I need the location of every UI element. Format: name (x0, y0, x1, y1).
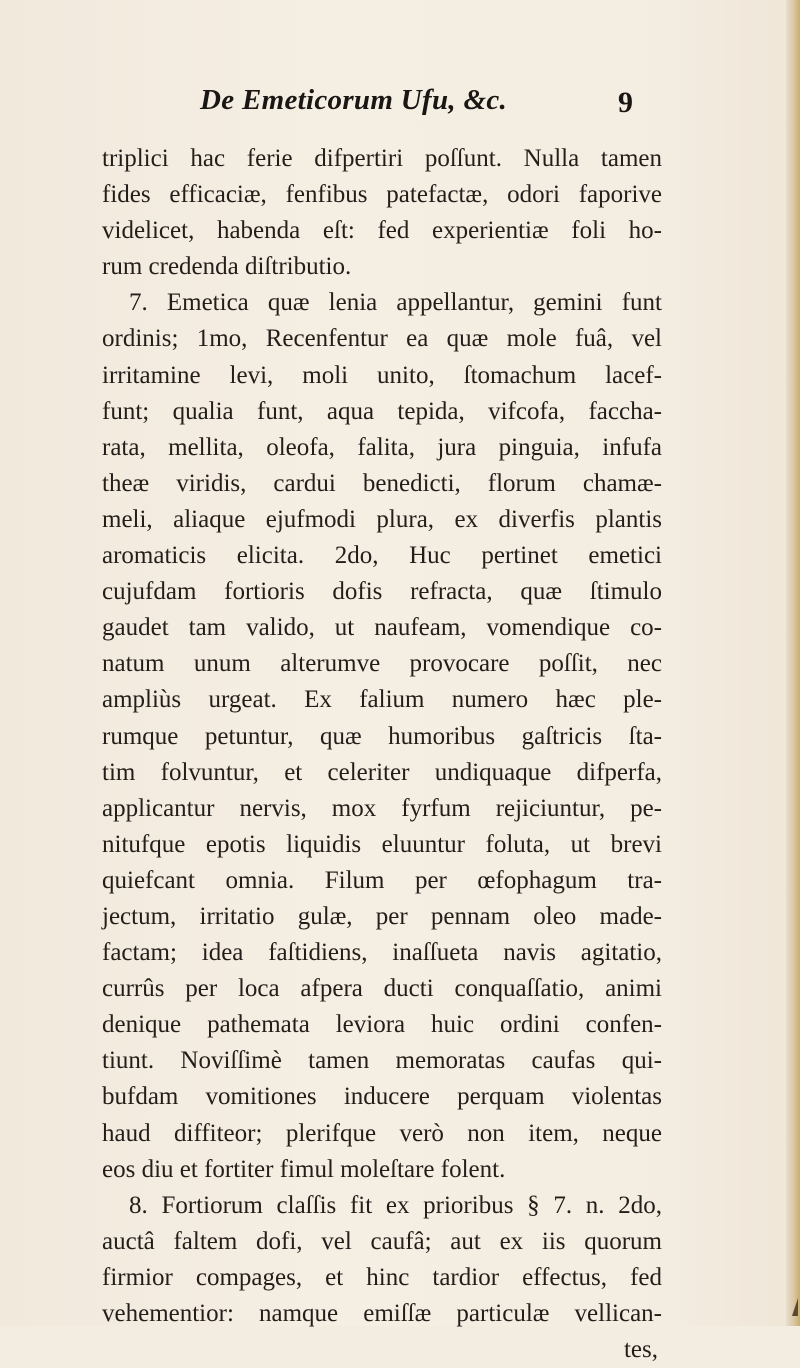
text-line: tim folvuntur, et celeriter undiquaque difperfa, (102, 758, 662, 786)
text-line: theæ viridis, cardui benedicti, florum chamæ- (102, 469, 662, 497)
text-line: nitufque epotis liquidis eluuntur foluta, ut brevi (102, 830, 662, 858)
text-line: aromaticis elicita. 2do, Huc pertinet emetici (102, 542, 662, 570)
text-line: rata, mellita, oleofa, falita, jura pinguia, infufa (102, 433, 662, 461)
text-line: vehementior: namque emiſſæ particulæ vellican- (102, 1300, 662, 1327)
text-line: meli, aliaque ejufmodi plura, ex diverfis plantis (102, 505, 662, 533)
text-line: gaudet tam valido, ut naufeam, vomendique co- (102, 614, 662, 642)
text-line: quiefcant omnia. Filum per œfophagum tra- (102, 866, 662, 894)
text-line: 7. Emetica quæ lenia appellantur, gemini funt (129, 289, 662, 317)
text-line: 8. Fortiorum claſſis fit ex prioribus § 7. n. 2do, (129, 1191, 662, 1219)
text-line: ordinis; 1mo, Recenfentur ea quæ mole fuâ, vel (102, 325, 662, 353)
text-line: irritamine levi, moli unito, ſtomachum lacef- (102, 361, 662, 389)
edge-mark (792, 1298, 798, 1316)
text-line: currûs per loca afpera ducti conquaſſatio, animi (102, 975, 662, 1003)
text-line: auctâ faltem dofi, vel caufâ; aut ex iis quorum (102, 1227, 662, 1255)
running-header (200, 84, 634, 128)
text-line: jectum, irritatio gulæ, per pennam oleo made- (102, 902, 662, 930)
text-line: factam; idea faſtidiens, inaſſueta navis agitatio, (102, 939, 662, 967)
text-line: videlicet, habenda eſt: fed experientiæ foli ho- (102, 217, 662, 245)
text-line: bufdam vomitiones inducere perquam violentas (102, 1083, 662, 1111)
text-line: funt; qualia funt, aqua tepida, vifcofa, faccha- (102, 397, 662, 425)
text-line: natum unum alterumve provocare poſſit, nec (102, 650, 662, 678)
text-line: firmior compages, et hinc tardior effectus, fed (102, 1263, 662, 1291)
text-line: applicantur nervis, mox fyrfum rejiciuntur, pe- (102, 794, 662, 822)
text-line: haud diffiteor; plerifque verò non item, neque (102, 1119, 662, 1147)
text-line: tiunt. Noviſſimè tamen memoratas caufas qui- (102, 1047, 662, 1075)
page-edge (786, 0, 800, 1326)
text-line: denique pathemata leviora huic ordini confen- (102, 1011, 662, 1039)
text-line: eos diu et fortiter fimul moleſtare folent. (102, 1155, 506, 1183)
body-text (102, 141, 662, 1368)
text-line: triplici hac ferie difpertiri poſſunt. Nulla tamen (102, 145, 662, 172)
text-line: rumque petuntur, quæ humoribus gaſtricis ſta- (102, 722, 662, 750)
catchword: tes, (623, 1336, 658, 1364)
page-number: 9 (618, 86, 634, 119)
text-line: rum credenda diſtributio. (102, 253, 352, 281)
text-line: cujufdam fortioris dofis refracta, quæ ſtimulo (102, 578, 662, 606)
running-title: De Emeticorum Ufu, &c. (200, 84, 508, 116)
text-line: ampliùs urgeat. Ex falium numero hæc ple- (102, 686, 662, 714)
text-line: fides efficaciæ, fenfibus patefactæ, odori faporive (102, 181, 662, 209)
